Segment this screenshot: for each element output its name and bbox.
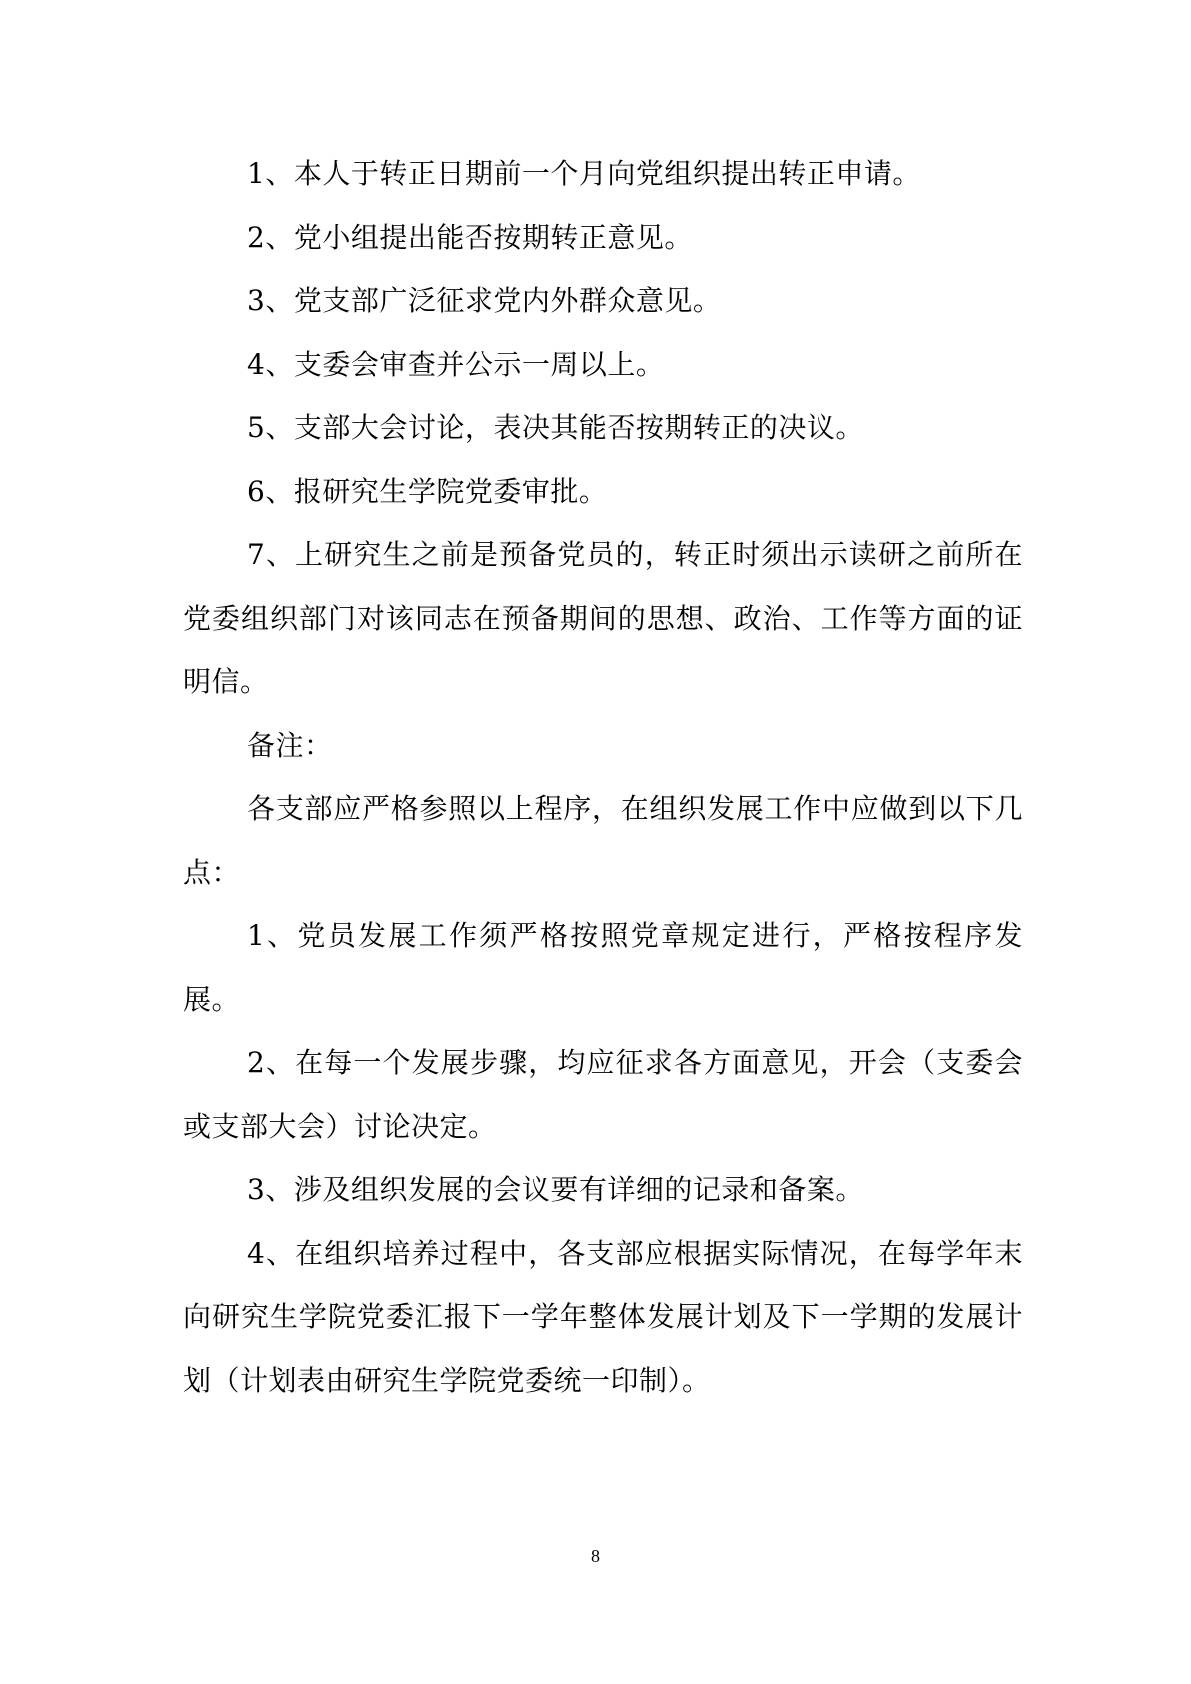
paragraph-step-6: 6、报研究生学院党委审批。 xyxy=(247,474,608,508)
note-item-1: 1、党员发展工作须严格按照党章规定进行，严格按程序发展。 xyxy=(183,919,1023,1016)
page-number: 8 xyxy=(591,1546,600,1566)
paragraph-step-7: 7、上研究生之前是预备党员的，转正时须出示读研之前所在党委组织部门对该同志在预备期间的思想、政治、工作等方面的证明信。 xyxy=(183,538,1023,698)
paragraph-step-5: 5、支部大会讨论，表决其能否按期转正的决议。 xyxy=(247,411,864,444)
notes-heading: 备注： xyxy=(247,728,333,762)
body-text xyxy=(183,142,1023,1412)
paragraph-step-4: 4、支委会审查并公示一周以上。 xyxy=(247,347,665,381)
paragraph-step-2: 2、党小组提出能否按期转正意见。 xyxy=(247,220,693,254)
note-item-4: 4、在组织培养过程中，各支部应根据实际情况，在每学年末向研究生学院党委汇报下一学年整体发展计划及下一学期的发展计划（计划表由研究生学院党委统一印制）。 xyxy=(183,1236,1023,1397)
paragraph-step-1: 1、本人于转正日期前一个月向党组织提出转正申请。 xyxy=(247,157,921,190)
note-item-3: 3、涉及组织发展的会议要有详细的记录和备案。 xyxy=(247,1173,864,1206)
note-item-2: 2、在每一个发展步骤，均应征求各方面意见，开会（支委会或支部大会）讨论决定。 xyxy=(183,1046,1023,1143)
paragraph-step-3: 3、党支部广泛征求党内外群众意见。 xyxy=(247,284,722,317)
notes-intro: 各支部应严格参照以上程序，在组织发展工作中应做到以下几点： xyxy=(183,792,1023,889)
